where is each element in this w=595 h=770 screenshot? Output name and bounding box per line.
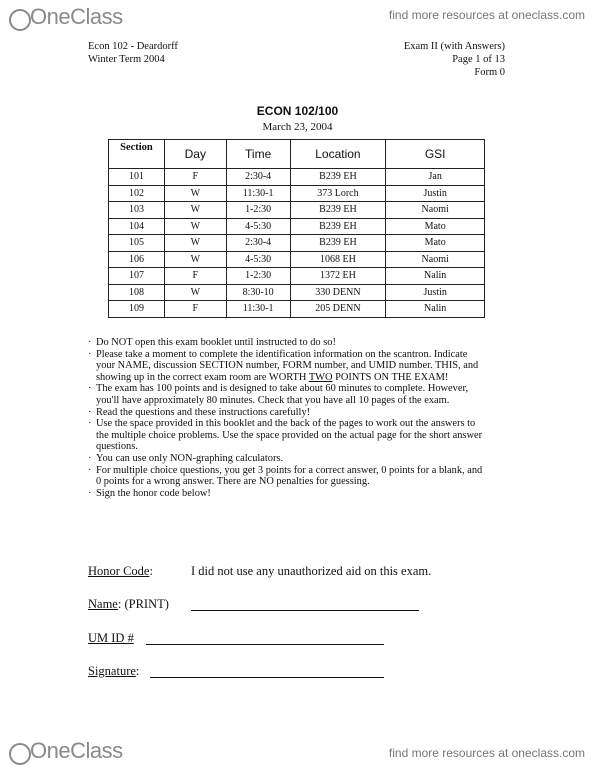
table-cell-section: 107 — [109, 268, 165, 285]
instructions-list — [88, 337, 488, 499]
table-cell-gsi: Jan — [386, 169, 485, 186]
table-cell-location: 373 Lorch — [290, 185, 386, 202]
table-cell-gsi: Nalin — [386, 301, 485, 318]
table-cell-day: F — [164, 169, 226, 186]
table-cell-section: 101 — [109, 169, 165, 186]
header-left — [88, 40, 178, 66]
table-cell-day: W — [164, 218, 226, 235]
table-cell-location: B239 EH — [290, 235, 386, 252]
column-header-location: Location — [290, 140, 386, 169]
list-item: · Read the questions and these instructions carefully! — [88, 407, 488, 419]
signature-label: Signature — [88, 664, 136, 678]
bottom-resources-link[interactable]: find more resources at oneclass.com — [388, 746, 585, 760]
oneclass-logo-bottom[interactable] — [8, 738, 123, 764]
table-cell-day: W — [164, 235, 226, 252]
table-cell-location: B239 EH — [290, 169, 386, 186]
table-cell-gsi: Mato — [386, 235, 485, 252]
table-cell-gsi: Naomi — [386, 202, 485, 219]
table-row — [109, 202, 485, 219]
column-header-day: Day — [164, 140, 226, 169]
term: Winter Term 2004 — [88, 54, 165, 65]
table-cell-day: W — [164, 185, 226, 202]
table-cell-time: 1-2:30 — [226, 202, 290, 219]
table-cell-gsi: Naomi — [386, 251, 485, 268]
bottom-branding-bar — [0, 730, 595, 770]
list-item: · For multiple choice questions, you get 3 points for a correct answer, 0 points for a blank, and 0 points for a wrong answer. There are NO penalties for guessing. — [88, 465, 488, 488]
signature-colon: : — [135, 664, 140, 678]
table-cell-day: F — [164, 268, 226, 285]
form-number: Form 0 — [474, 67, 505, 78]
table-cell-day: W — [164, 251, 226, 268]
top-branding-bar — [0, 0, 595, 34]
section-table — [108, 139, 485, 318]
name-label: Name — [88, 597, 118, 611]
list-item — [88, 349, 488, 384]
honor-code-colon: : — [149, 564, 153, 578]
name-input-line[interactable] — [191, 610, 419, 611]
exam-name: Exam II (with Answers) — [403, 41, 505, 52]
table-cell-day: W — [164, 202, 226, 219]
table-cell-section: 103 — [109, 202, 165, 219]
list-item: · Do NOT open this exam booklet until instructed to do so! — [88, 337, 488, 349]
table-cell-time: 2:30-4 — [226, 169, 290, 186]
table-cell-time: 8:30-10 — [226, 284, 290, 301]
list-item: · Use the space provided in this booklet and the back of the pages to work out the answers to the multiple choice problems. Use the space provided on the actual page for the short answer questions. — [88, 418, 488, 453]
table-row — [109, 301, 485, 318]
signature-input-line[interactable] — [150, 677, 384, 678]
table-cell-location: 330 DENN — [290, 284, 386, 301]
table-cell-location: B239 EH — [290, 218, 386, 235]
header-right — [404, 40, 505, 79]
oneclass-logo[interactable] — [8, 4, 123, 30]
column-header-gsi: GSI — [386, 140, 485, 169]
table-cell-time: 2:30-4 — [226, 235, 290, 252]
table-cell-section: 105 — [109, 235, 165, 252]
table-cell-location: 1068 EH — [290, 251, 386, 268]
umid-label: UM ID # — [88, 631, 134, 645]
table-header-row — [109, 140, 485, 169]
logo-text-class: Class — [70, 4, 123, 29]
table-cell-gsi: Justin — [386, 284, 485, 301]
list-item: · Sign the honor code below! — [88, 488, 488, 500]
table-cell-day: F — [164, 301, 226, 318]
table-cell-gsi: Nalin — [386, 268, 485, 285]
table-cell-location: 1372 EH — [290, 268, 386, 285]
instruction-text: POINTS ON THE EXAM! — [332, 371, 449, 383]
instruction-emphasis: TWO — [308, 371, 333, 383]
page-number: Page 1 of 13 — [452, 54, 505, 65]
table-row — [109, 185, 485, 202]
top-resources-link[interactable]: find more resources at oneclass.com — [388, 8, 585, 22]
name-field — [88, 597, 169, 612]
instruction-text: Please take a moment to complete the identification information on the scantron. Indicate your NAME, discussion SECTION number, FORM number, and UMID number. THIS, and showing up in the correct exam room are WORTH — [96, 348, 479, 383]
oneclass-logo-icon — [8, 7, 28, 27]
honor-code-text: I did not use any unauthorized aid on this exam. — [191, 564, 432, 578]
list-item: · The exam has 100 points and is designed to take about 60 minutes to complete. However, you'll have approximately 80 minutes. Check that you have all 10 pages of the exam. — [88, 383, 488, 406]
table-cell-section: 102 — [109, 185, 165, 202]
list-item: · You can use only NON-graphing calculators. — [88, 453, 488, 465]
table-row — [109, 284, 485, 301]
table-cell-gsi: Justin — [386, 185, 485, 202]
logo-text-class: Class — [70, 738, 123, 763]
table-cell-time: 4-5:30 — [226, 251, 290, 268]
table-row — [109, 218, 485, 235]
table-cell-time: 4-5:30 — [226, 218, 290, 235]
table-body — [109, 169, 485, 318]
table-row — [109, 251, 485, 268]
course-name: Econ 102 - Deardorff — [88, 41, 178, 52]
table-cell-location: 205 DENN — [290, 301, 386, 318]
honor-code-label: Honor Code — [88, 564, 150, 578]
table-cell-section: 108 — [109, 284, 165, 301]
table-cell-section: 106 — [109, 251, 165, 268]
column-header-section: Section — [109, 140, 165, 169]
oneclass-logo-icon — [8, 741, 28, 761]
exam-date: March 23, 2004 — [262, 121, 333, 133]
table-row — [109, 169, 485, 186]
table-cell-gsi: Mato — [386, 218, 485, 235]
column-header-time: Time — [226, 140, 290, 169]
umid-field — [88, 631, 134, 646]
table-cell-section: 109 — [109, 301, 165, 318]
table-row — [109, 235, 485, 252]
table-cell-day: W — [164, 284, 226, 301]
honor-code — [88, 564, 432, 579]
table-row — [109, 268, 485, 285]
signature-field — [88, 664, 139, 679]
logo-text-one: One — [30, 4, 71, 29]
table-cell-time: 11:30-1 — [226, 301, 290, 318]
table-cell-section: 104 — [109, 218, 165, 235]
table-cell-location: B239 EH — [290, 202, 386, 219]
name-print-label: : (PRINT) — [117, 597, 169, 611]
umid-input-line[interactable] — [146, 644, 384, 645]
table-cell-time: 1-2:30 — [226, 268, 290, 285]
table-cell-time: 11:30-1 — [226, 185, 290, 202]
logo-text-one: One — [30, 738, 71, 763]
page-title: ECON 102/100 — [256, 104, 339, 118]
